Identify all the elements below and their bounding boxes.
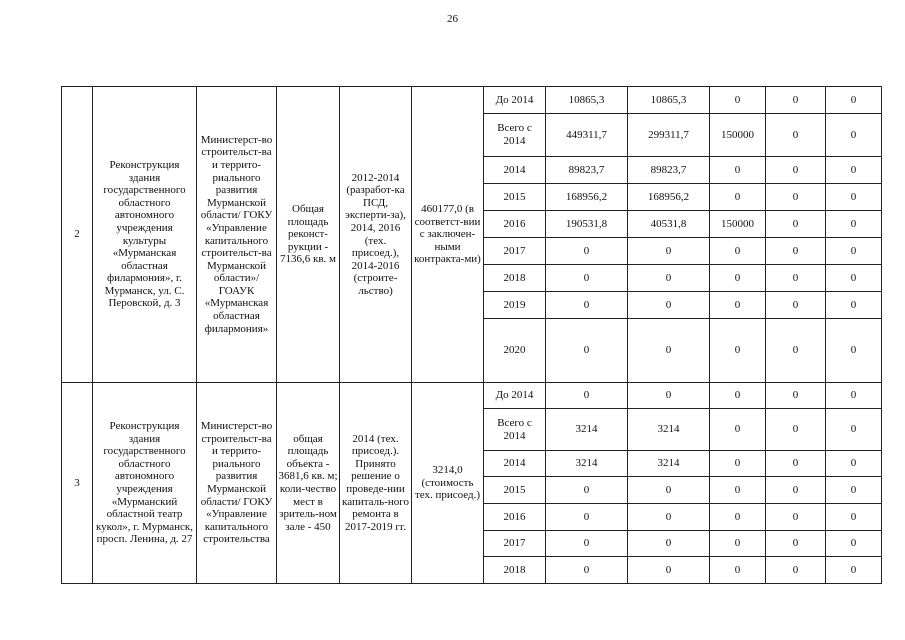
value-cell: 190531,8	[546, 211, 628, 238]
value-cell: 0	[710, 451, 766, 477]
value-cell: 299311,7	[628, 114, 710, 157]
value-cell: 0	[628, 265, 710, 292]
object-name-cell: Реконструкция здания государственного областного автономного учреждения культуры «Мурманская областная филармония», г. Мурманск, ул. С. Перовской, д. 3	[93, 87, 197, 383]
value-cell: 0	[628, 557, 710, 584]
value-cell: 0	[628, 238, 710, 265]
value-cell: 0	[710, 477, 766, 504]
value-cell: 89823,7	[546, 157, 628, 184]
value-cell: 0	[826, 319, 882, 383]
value-cell: 0	[766, 87, 826, 114]
year-cell: 2020	[484, 319, 546, 383]
value-cell: 0	[766, 383, 826, 409]
value-cell: 0	[766, 157, 826, 184]
table-row	[62, 383, 882, 409]
value-cell: 0	[710, 184, 766, 211]
value-cell: 0	[766, 211, 826, 238]
value-cell: 0	[546, 383, 628, 409]
value-cell: 0	[628, 477, 710, 504]
value-cell: 0	[546, 477, 628, 504]
value-cell: 0	[546, 292, 628, 319]
cost-cell: 3214,0 (стоимость тех. присоед.)	[412, 383, 484, 584]
year-cell: 2016	[484, 504, 546, 531]
value-cell: 0	[826, 409, 882, 451]
value-cell: 0	[766, 409, 826, 451]
value-cell: 0	[710, 87, 766, 114]
period-cell: 2014 (тех. присоед.). Принято решение о проведе-нии капиталь-ного ремонта в 2017-2019 гг.	[340, 383, 412, 584]
value-cell: 0	[710, 409, 766, 451]
value-cell: 0	[628, 319, 710, 383]
value-cell: 0	[766, 114, 826, 157]
value-cell: 0	[710, 292, 766, 319]
value-cell: 3214	[546, 451, 628, 477]
period-cell: 2012-2014 (разработ-ка ПСД, эксперти-за), 2014, 2016 (тех. присоед.), 2014-2016 (строите-льство)	[340, 87, 412, 383]
value-cell: 3214	[546, 409, 628, 451]
value-cell: 0	[826, 157, 882, 184]
value-cell: 168956,2	[546, 184, 628, 211]
table-row	[62, 87, 882, 114]
value-cell: 0	[826, 451, 882, 477]
year-cell: 2018	[484, 557, 546, 584]
value-cell: 3214	[628, 409, 710, 451]
year-cell: 2016	[484, 211, 546, 238]
value-cell: 0	[826, 265, 882, 292]
value-cell: 10865,3	[628, 87, 710, 114]
value-cell: 0	[628, 383, 710, 409]
year-cell: 2019	[484, 292, 546, 319]
year-cell: 2017	[484, 238, 546, 265]
value-cell: 10865,3	[546, 87, 628, 114]
value-cell: 0	[766, 292, 826, 319]
value-cell: 0	[826, 504, 882, 531]
value-cell: 0	[826, 477, 882, 504]
value-cell: 0	[710, 265, 766, 292]
value-cell: 0	[826, 557, 882, 584]
value-cell: 0	[710, 157, 766, 184]
value-cell: 0	[826, 531, 882, 557]
value-cell: 0	[710, 531, 766, 557]
year-cell: До 2014	[484, 87, 546, 114]
value-cell: 449311,7	[546, 114, 628, 157]
value-cell: 0	[546, 531, 628, 557]
value-cell: 0	[766, 557, 826, 584]
value-cell: 3214	[628, 451, 710, 477]
row-number-cell: 2	[62, 87, 93, 383]
year-cell: 2014	[484, 451, 546, 477]
value-cell: 150000	[710, 114, 766, 157]
value-cell: 0	[766, 319, 826, 383]
value-cell: 0	[766, 451, 826, 477]
value-cell: 0	[826, 383, 882, 409]
value-cell: 40531,8	[628, 211, 710, 238]
value-cell: 0	[710, 383, 766, 409]
year-cell: Всего с 2014	[484, 409, 546, 451]
investment-table	[61, 86, 882, 584]
capacity-cell: общая площадь объекта - 3681,6 кв. м; коли-чество мест в зритель-ном зале - 450	[277, 383, 340, 584]
customer-cell: Министерст-во строительст-ва и террито-риального развития Мурманской области/ ГОКУ «Управление капитального строительства	[197, 383, 277, 584]
value-cell: 0	[546, 319, 628, 383]
value-cell: 0	[546, 265, 628, 292]
value-cell: 0	[710, 504, 766, 531]
value-cell: 0	[766, 531, 826, 557]
value-cell: 89823,7	[628, 157, 710, 184]
capacity-cell: Общая площадь реконст-рукции - 7136,6 кв. м	[277, 87, 340, 383]
value-cell: 168956,2	[628, 184, 710, 211]
value-cell: 0	[826, 211, 882, 238]
year-cell: 2014	[484, 157, 546, 184]
value-cell: 0	[766, 477, 826, 504]
object-name-cell: Реконструкция здания государственного областного автономного учреждения «Мурманский областной театр кукол», г. Мурманск, просп. Ленина, д. 27	[93, 383, 197, 584]
value-cell: 0	[826, 184, 882, 211]
value-cell: 0	[766, 504, 826, 531]
value-cell: 0	[628, 292, 710, 319]
cost-cell: 460177,0 (в соответст-вии с заключен-ными контракта-ми)	[412, 87, 484, 383]
year-cell: Всего с 2014	[484, 114, 546, 157]
value-cell: 0	[546, 557, 628, 584]
value-cell: 0	[546, 504, 628, 531]
customer-cell: Министерст-во строительст-ва и террито-риального развития Мурманской области/ ГОКУ «Управление капитального строительст-ва Мурманской области»/ ГОАУК «Мурманская областная филармония»	[197, 87, 277, 383]
page-number: 26	[447, 13, 458, 25]
value-cell: 0	[826, 87, 882, 114]
year-cell: 2015	[484, 477, 546, 504]
value-cell: 0	[826, 238, 882, 265]
row-number-cell: 3	[62, 383, 93, 584]
value-cell: 0	[766, 184, 826, 211]
value-cell: 0	[766, 238, 826, 265]
value-cell: 0	[710, 319, 766, 383]
year-cell: До 2014	[484, 383, 546, 409]
value-cell: 0	[826, 114, 882, 157]
year-cell: 2017	[484, 531, 546, 557]
value-cell: 0	[628, 531, 710, 557]
value-cell: 0	[826, 292, 882, 319]
value-cell: 0	[710, 557, 766, 584]
value-cell: 0	[628, 504, 710, 531]
year-cell: 2018	[484, 265, 546, 292]
value-cell: 150000	[710, 211, 766, 238]
value-cell: 0	[710, 238, 766, 265]
value-cell: 0	[766, 265, 826, 292]
value-cell: 0	[546, 238, 628, 265]
year-cell: 2015	[484, 184, 546, 211]
